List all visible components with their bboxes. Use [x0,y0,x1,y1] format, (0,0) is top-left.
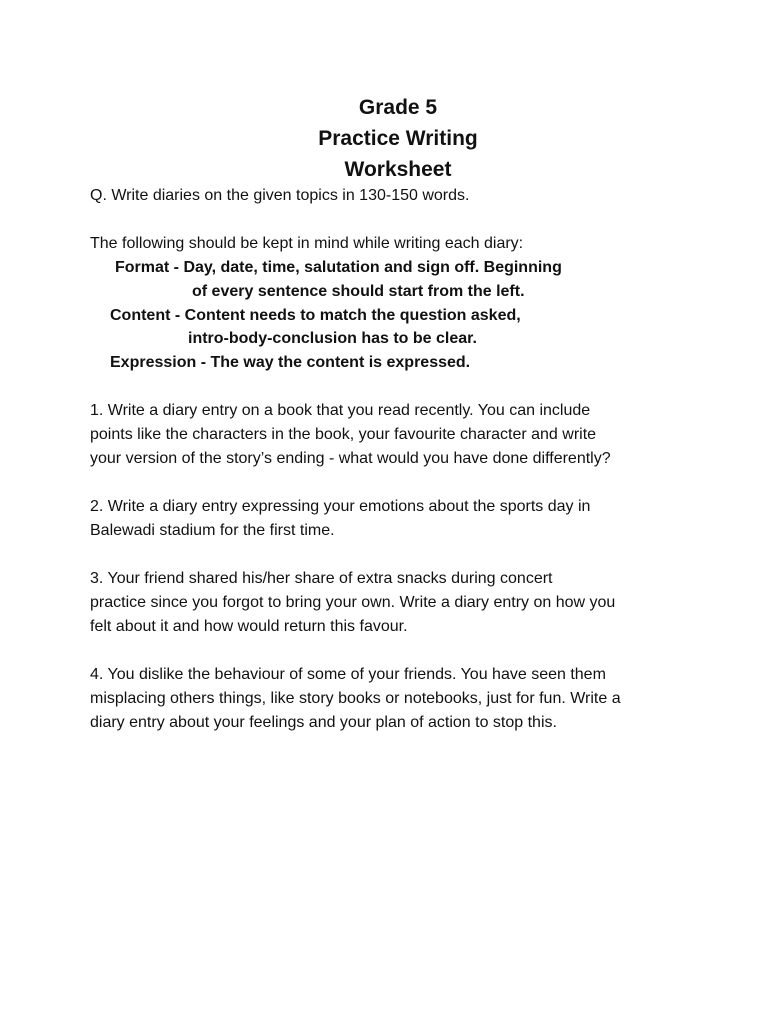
question-4 [90,663,690,735]
question-2-line-2: Balewadi stadium for the first time. [90,522,335,539]
guidelines-intro: The following should be kept in mind while writing each diary: [90,235,524,252]
question-3-line-1: 3. Your friend shared his/her share of extra snacks during concert [90,570,553,587]
worksheet-title [0,92,768,185]
question-1-line-3: your version of the story’s ending - what would you have done differently? [90,450,611,467]
question-1 [90,399,690,471]
question-2-line-1: 2. Write a diary entry expressing your emotions about the sports day in [90,498,591,515]
guideline-content-line-2: intro-body-conclusion has to be clear. [188,330,477,347]
question-3-line-3: felt about it and how would return this favour. [90,618,408,635]
title-subject: Practice Writing [318,127,478,150]
guideline-expression-line-1: Expression - The way the content is expressed. [110,354,471,371]
question-1-line-2: points like the characters in the book, your favourite character and write [90,426,597,443]
title-grade: Grade 5 [358,96,438,119]
question-1-line-1: 1. Write a diary entry on a book that you read recently. You can include [90,402,591,419]
instruction-text: Q. Write diaries on the given topics in 130-150 words. [90,187,470,204]
guideline-format-line-1: Format - Day, date, time, salutation and sign off. Beginning [115,259,562,276]
title-type: Worksheet [344,158,452,181]
question-4-line-2: misplacing others things, like story books or notebooks, just for fun. Write a [90,690,621,707]
question-3 [90,567,690,639]
question-2 [90,495,690,543]
question-3-line-2: practice since you forgot to bring your own. Write a diary entry on how you [90,594,616,611]
question-4-line-1: 4. You dislike the behaviour of some of your friends. You have seen them [90,666,606,683]
guideline-content-line-1: Content - Content needs to match the question asked, [110,307,521,324]
guideline-format-line-2: of every sentence should start from the left. [192,283,525,300]
question-4-line-3: diary entry about your feelings and your plan of action to stop this. [90,714,557,731]
